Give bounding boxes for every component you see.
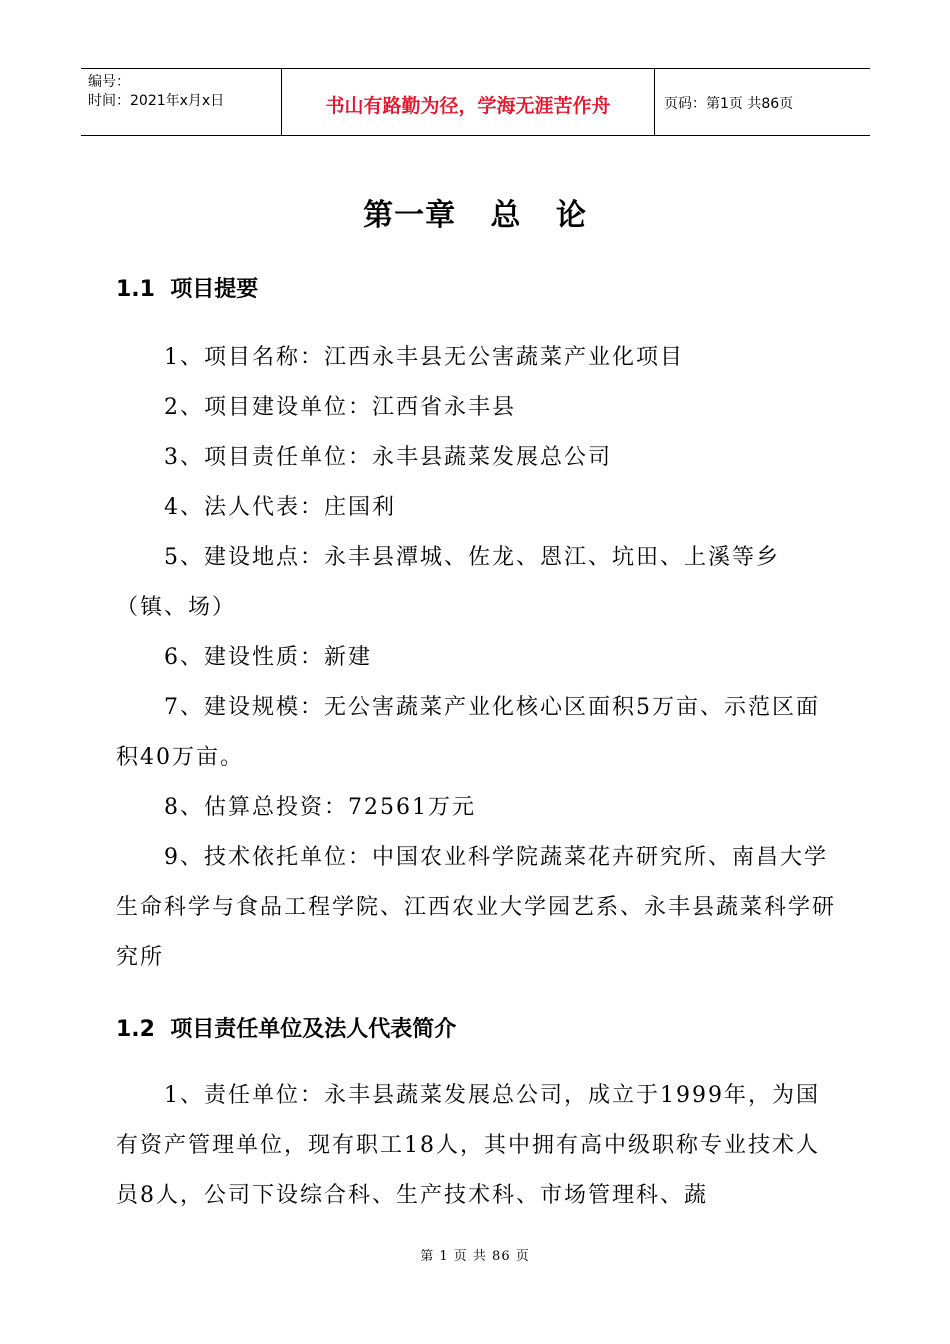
- time-label: 时间：2021年x月x日: [88, 93, 225, 109]
- list-item: 2、项目建设单位：江西省永丰县: [164, 395, 516, 420]
- chapter-title: 第一章 总 论: [363, 198, 587, 233]
- list-item: 7、建设规模：无公害蔬菜产业化核心区面积5万亩、示范区面积40万亩。: [116, 695, 820, 770]
- header-page-info: 页码：第1页 共86页: [664, 96, 794, 112]
- list-item: 8、估算总投资：72561万元: [164, 795, 476, 820]
- list-item: 6、建设性质：新建: [164, 645, 372, 670]
- list-item: 4、法人代表：庄国利: [164, 495, 396, 520]
- page-footer: 第 1 页 共 86 页: [420, 1249, 530, 1264]
- header-info-cell: [81, 69, 282, 135]
- list-item: 3、项目责任单位：永丰县蔬菜发展总公司: [164, 445, 612, 470]
- list-item: 1、项目名称：江西永丰县无公害蔬菜产业化项目: [164, 345, 684, 370]
- section-title-1-1: 1.1 项目提要: [116, 277, 259, 302]
- section-title-1-2: 1.2 项目责任单位及法人代表简介: [116, 1017, 457, 1042]
- page-header: [81, 68, 870, 136]
- serial-label: 编号：: [88, 74, 130, 90]
- list-item: 5、建设地点：永丰县潭城、佐龙、恩江、坑田、上溪等乡（镇、场）: [116, 545, 780, 620]
- list-item: 9、技术依托单位：中国农业科学院蔬菜花卉研究所、南昌大学生命科学与食品工程学院、江西农业大学园艺系、永丰县蔬菜科学研究所: [116, 845, 837, 970]
- header-motto: 书山有路勤为径，学海无涯苦作舟: [282, 69, 655, 135]
- body-paragraph: 1、责任单位：永丰县蔬菜发展总公司，成立于1999年，为国有资产管理单位，现有职工18人，其中拥有高中级职称专业技术人员8人，公司下设综合科、生产技术科、市场管理科、蔬: [116, 1083, 820, 1208]
